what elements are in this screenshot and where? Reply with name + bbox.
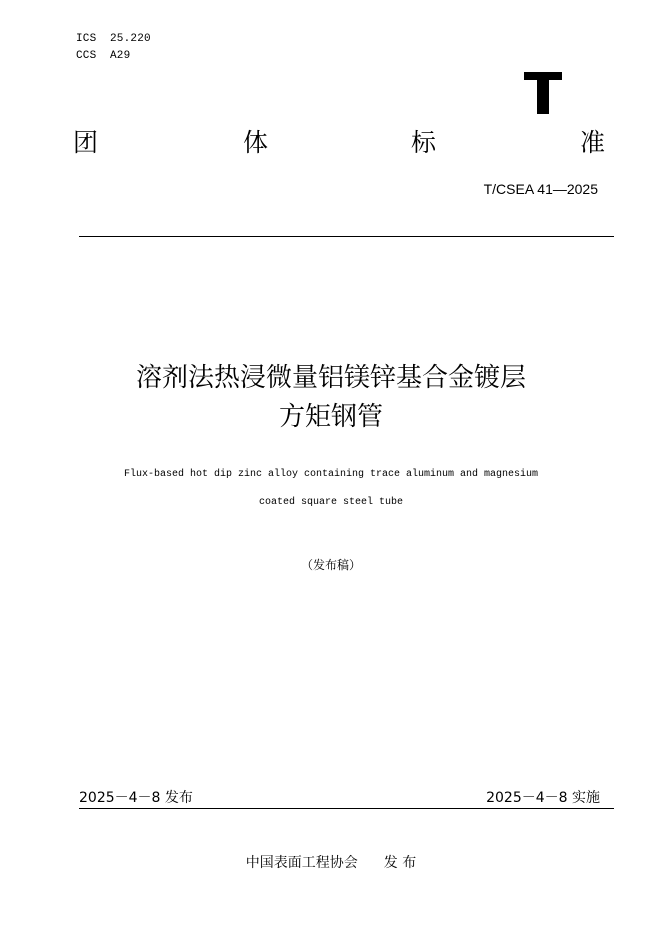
english-title-line-2: coated square steel tube (258, 497, 404, 508)
ics-code: ICS 25.220 (76, 33, 151, 45)
classification-codes (76, 31, 151, 65)
standard-type-char-4: 准 (580, 128, 606, 157)
english-title-line-1: Flux-based hot dip zinc alloy containing trace aluminum and magnesium (123, 469, 539, 480)
standard-type-char-1: 团 (73, 128, 99, 157)
title-line-1: 溶剂法热浸微量铝镁锌基合金镀层 (135, 363, 526, 393)
header-divider (79, 236, 614, 237)
standard-code: T/CSEA 41—2025 (483, 181, 598, 197)
standard-type-char-2: 体 (243, 128, 269, 157)
issuer-name: 中国表面工程协会 (245, 855, 358, 871)
standard-type-char-3: 标 (411, 128, 437, 157)
title-line-2: 方矩钢管 (278, 402, 383, 432)
footer-divider (79, 808, 614, 809)
standard-logo (524, 72, 562, 114)
ccs-code: CCS A29 (76, 50, 131, 62)
issuer (0, 854, 662, 872)
publish-date: 2025－4－8 发布 (79, 790, 193, 806)
draft-label: （发布稿） (300, 558, 361, 572)
issuer-action: 发 布 (383, 855, 417, 871)
implement-date: 2025－4－8 实施 (486, 790, 600, 806)
